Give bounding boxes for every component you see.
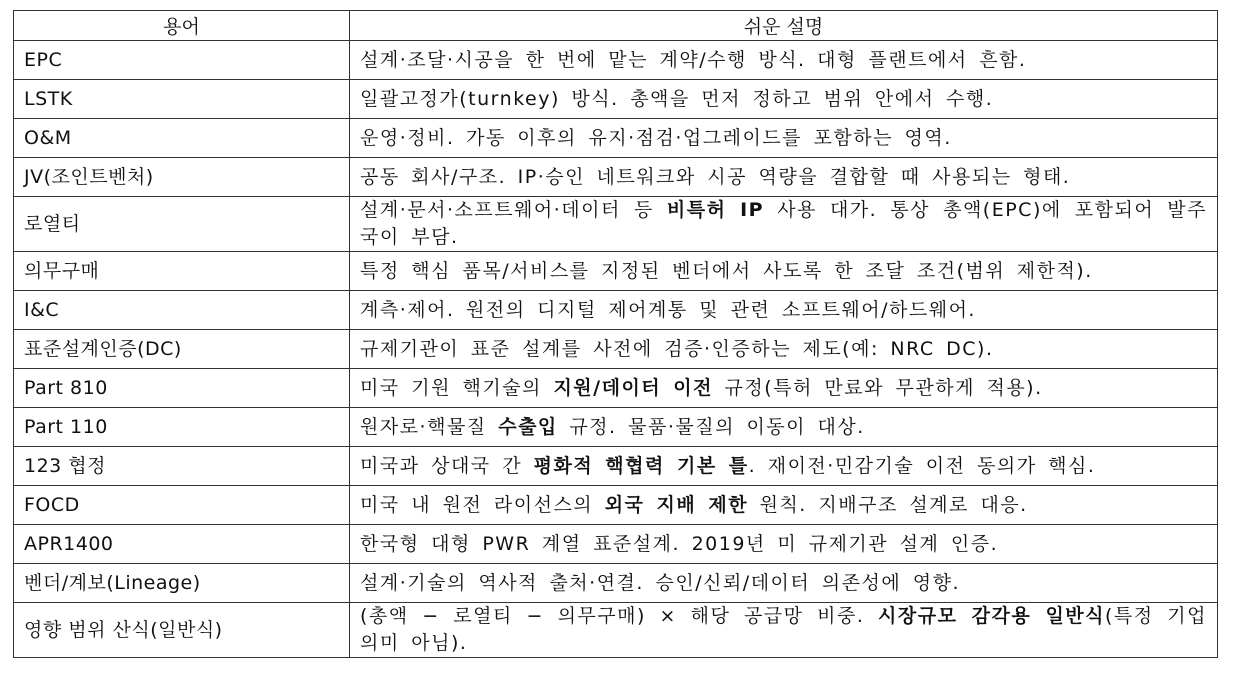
- description-cell: [350, 291, 1218, 330]
- table-row: [14, 80, 1218, 119]
- term-cell: 표준설계인증(DC): [14, 330, 350, 369]
- description-text: 설계·조달·시공을 한 번에 맡는 계약/수행 방식. 대형 플랜트에서 흔함.: [360, 48, 1027, 71]
- table-row: [14, 369, 1218, 408]
- column-header-term: 용어: [14, 11, 350, 41]
- description-text: 원자로·핵물질: [360, 415, 499, 438]
- description-cell: [350, 564, 1218, 603]
- table-row: [14, 119, 1218, 158]
- description-emphasis: 외국 지배 제한: [604, 493, 749, 516]
- description-text: 사용 대가. 통상 총액(EPC)에 포함되어 발주국이 부담.: [360, 199, 1207, 248]
- description-text: 규제기관이 표준 설계를 사전에 검증·인증하는 제도(예: NRC DC).: [360, 337, 994, 360]
- description-cell: [350, 252, 1218, 291]
- description-text: (특정 기업 의미 아님).: [360, 605, 1207, 654]
- description-text: (총액 − 로열티 − 의무구매) × 해당 공급망 비중.: [360, 605, 879, 627]
- table-row: [14, 525, 1218, 564]
- glossary-table: [13, 10, 1218, 658]
- table-row: [14, 291, 1218, 330]
- table-row: [14, 41, 1218, 80]
- description-text: 운영·정비. 가동 이후의 유지·점검·업그레이드를 포함하는 영역.: [360, 126, 952, 149]
- description-cell: [350, 119, 1218, 158]
- table-row: [14, 486, 1218, 525]
- term-cell: Part 110: [14, 408, 350, 447]
- description-cell: [350, 158, 1218, 197]
- table-row: [14, 408, 1218, 447]
- term-cell: 의무구매: [14, 252, 350, 291]
- table-row: [14, 330, 1218, 369]
- description-text: 미국 내 원전 라이선스의: [360, 493, 605, 516]
- term-cell: FOCD: [14, 486, 350, 525]
- description-emphasis: 평화적 핵협력 기본 틀: [533, 454, 749, 477]
- column-header-description: 쉬운 설명: [350, 11, 1218, 41]
- description-cell: [350, 525, 1218, 564]
- description-text: 일괄고정가(turnkey) 방식. 총액을 먼저 정하고 범위 안에서 수행.: [360, 87, 994, 110]
- description-emphasis: 수출입: [498, 415, 558, 438]
- description-text: 한국형 대형 PWR 계열 표준설계. 2019년 미 규제기관 설계 인증.: [360, 532, 999, 555]
- description-text: 규정(특허 만료와 무관하게 적용).: [713, 376, 1043, 399]
- description-cell: [350, 197, 1218, 252]
- description-text: 특정 핵심 품목/서비스를 지정된 벤더에서 사도록 한 조달 조건(범위 제한적).: [360, 259, 1093, 282]
- table-row: [14, 158, 1218, 197]
- description-text: 미국과 상대국 간: [360, 454, 534, 477]
- term-cell: I&C: [14, 291, 350, 330]
- term-cell: 벤더/계보(Lineage): [14, 564, 350, 603]
- description-text: 미국 기원 핵기술의: [360, 376, 554, 399]
- term-cell: Part 810: [14, 369, 350, 408]
- term-cell: 123 협정: [14, 447, 350, 486]
- description-text: 설계·문서·소프트웨어·데이터 등: [360, 199, 667, 221]
- table-header-row: [14, 11, 1218, 41]
- description-text: 공동 회사/구조. IP·승인 네트워크와 시공 역량을 결합할 때 사용되는 형태.: [360, 165, 1071, 188]
- table-row: [14, 603, 1218, 658]
- table-row: [14, 447, 1218, 486]
- description-text: 원칙. 지배구조 설계로 대응.: [748, 493, 1028, 516]
- description-emphasis: 비특허 IP: [666, 199, 765, 221]
- glossary-table-container: [13, 10, 1217, 658]
- description-text: 계측·제어. 원전의 디지털 제어계통 및 관련 소프트웨어/하드웨어.: [360, 298, 976, 321]
- description-cell: [350, 369, 1218, 408]
- term-cell: EPC: [14, 41, 350, 80]
- table-body: [14, 41, 1218, 658]
- term-cell: JV(조인트벤처): [14, 158, 350, 197]
- description-text: . 재이전·민감기술 이전 동의가 핵심.: [748, 454, 1096, 477]
- term-cell: 로열티: [14, 197, 350, 252]
- description-text: 규정. 물품·물질의 이동이 대상.: [557, 415, 865, 438]
- description-emphasis: 지원/데이터 이전: [553, 376, 713, 399]
- description-cell: [350, 603, 1218, 658]
- description-cell: [350, 447, 1218, 486]
- table-row: [14, 252, 1218, 291]
- description-cell: [350, 330, 1218, 369]
- description-text: 설계·기술의 역사적 출처·연결. 승인/신뢰/데이터 의존성에 영향.: [360, 571, 961, 594]
- description-cell: [350, 408, 1218, 447]
- description-cell: [350, 41, 1218, 80]
- table-row: [14, 564, 1218, 603]
- term-cell: 영향 범위 산식(일반식): [14, 603, 350, 658]
- description-cell: [350, 80, 1218, 119]
- description-emphasis: 시장규모 감각용 일반식: [878, 605, 1106, 627]
- description-cell: [350, 486, 1218, 525]
- term-cell: O&M: [14, 119, 350, 158]
- term-cell: LSTK: [14, 80, 350, 119]
- term-cell: APR1400: [14, 525, 350, 564]
- table-row: [14, 197, 1218, 252]
